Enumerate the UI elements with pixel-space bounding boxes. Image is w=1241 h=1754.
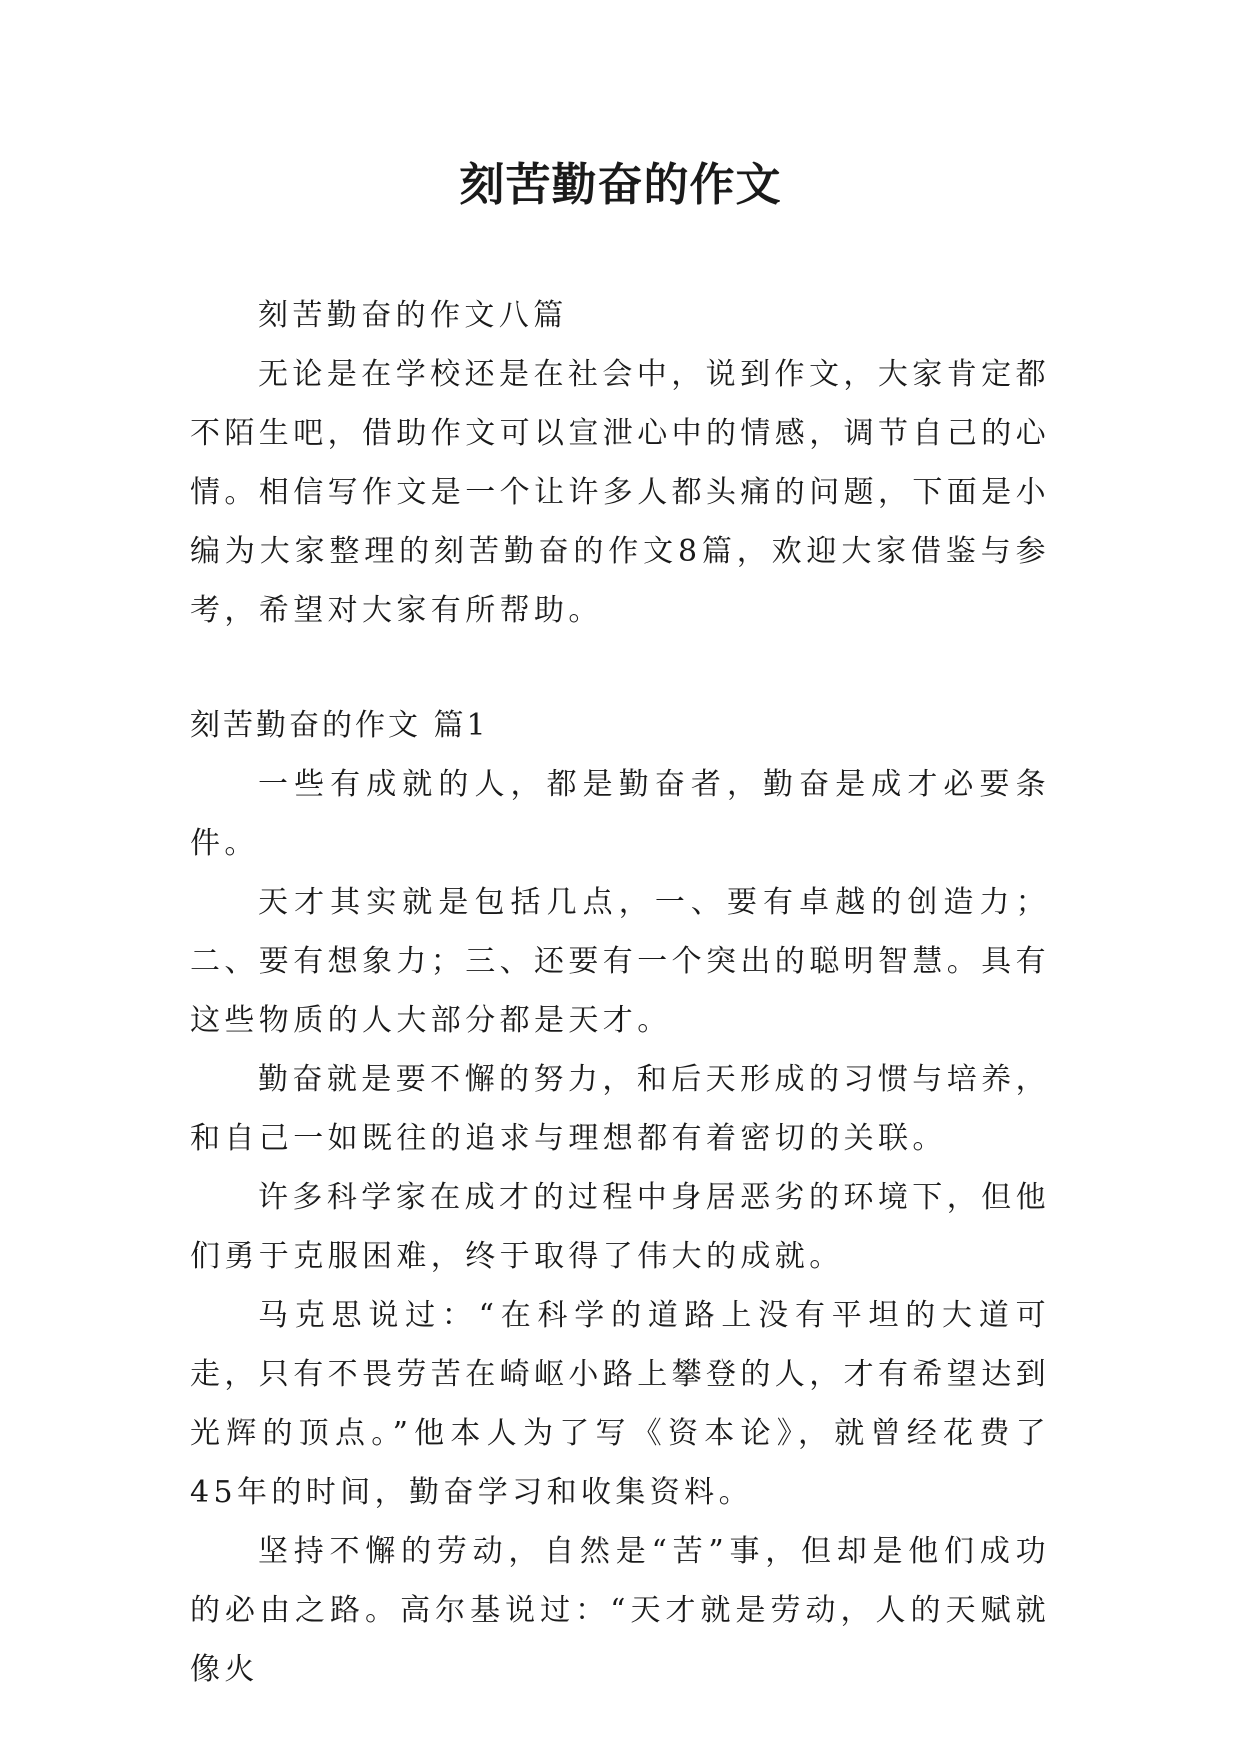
section-heading: 刻苦勤奋的作文 篇1 xyxy=(190,708,489,743)
body-paragraph: 天才其实就是包括几点，一、要有卓越的创造力；二、要有想象力；三、还要有一个突出的聪明智慧。具有这些物质的人大部分都是天才。 xyxy=(190,885,1050,1038)
document-subtitle: 刻苦勤奋的作文八篇 xyxy=(258,298,568,333)
document-title: 刻苦勤奋的作文 xyxy=(459,158,782,211)
body-paragraph: 勤奋就是要不懈的努力，和后天形成的习惯与培养，和自己一如既往的追求与理想都有着密切的关联。 xyxy=(190,1062,1050,1156)
intro-paragraph: 无论是在学校还是在社会中，说到作文，大家肯定都不陌生吧，借助作文可以宣泄心中的情感，调节自己的心情。相信写作文是一个让许多人都头痛的问题，下面是小编为大家整理的刻苦勤奋的作文8篇，欢迎大家借鉴与参考，希望对大家有所帮助。 xyxy=(190,357,1050,628)
body-paragraph: 马克思说过：“在科学的道路上没有平坦的大道可走，只有不畏劳苦在崎岖小路上攀登的人，才有希望达到光辉的顶点。”他本人为了写《资本论》，就曾经花费了45年的时间，勤奋学习和收集资料。 xyxy=(190,1298,1050,1510)
section-spacer xyxy=(190,640,1050,696)
body-paragraph: 坚持不懈的劳动，自然是“苦”事，但却是他们成功的必由之路。高尔基说过：“天才就是劳动，人的天赋就像火 xyxy=(190,1534,1050,1687)
body-paragraph: 一些有成就的人，都是勤奋者，勤奋是成才必要条件。 xyxy=(190,767,1050,861)
body-paragraph: 许多科学家在成才的过程中身居恶劣的环境下，但他们勇于克服困难，终于取得了伟大的成就。 xyxy=(190,1180,1050,1274)
document-body xyxy=(190,286,1050,1699)
